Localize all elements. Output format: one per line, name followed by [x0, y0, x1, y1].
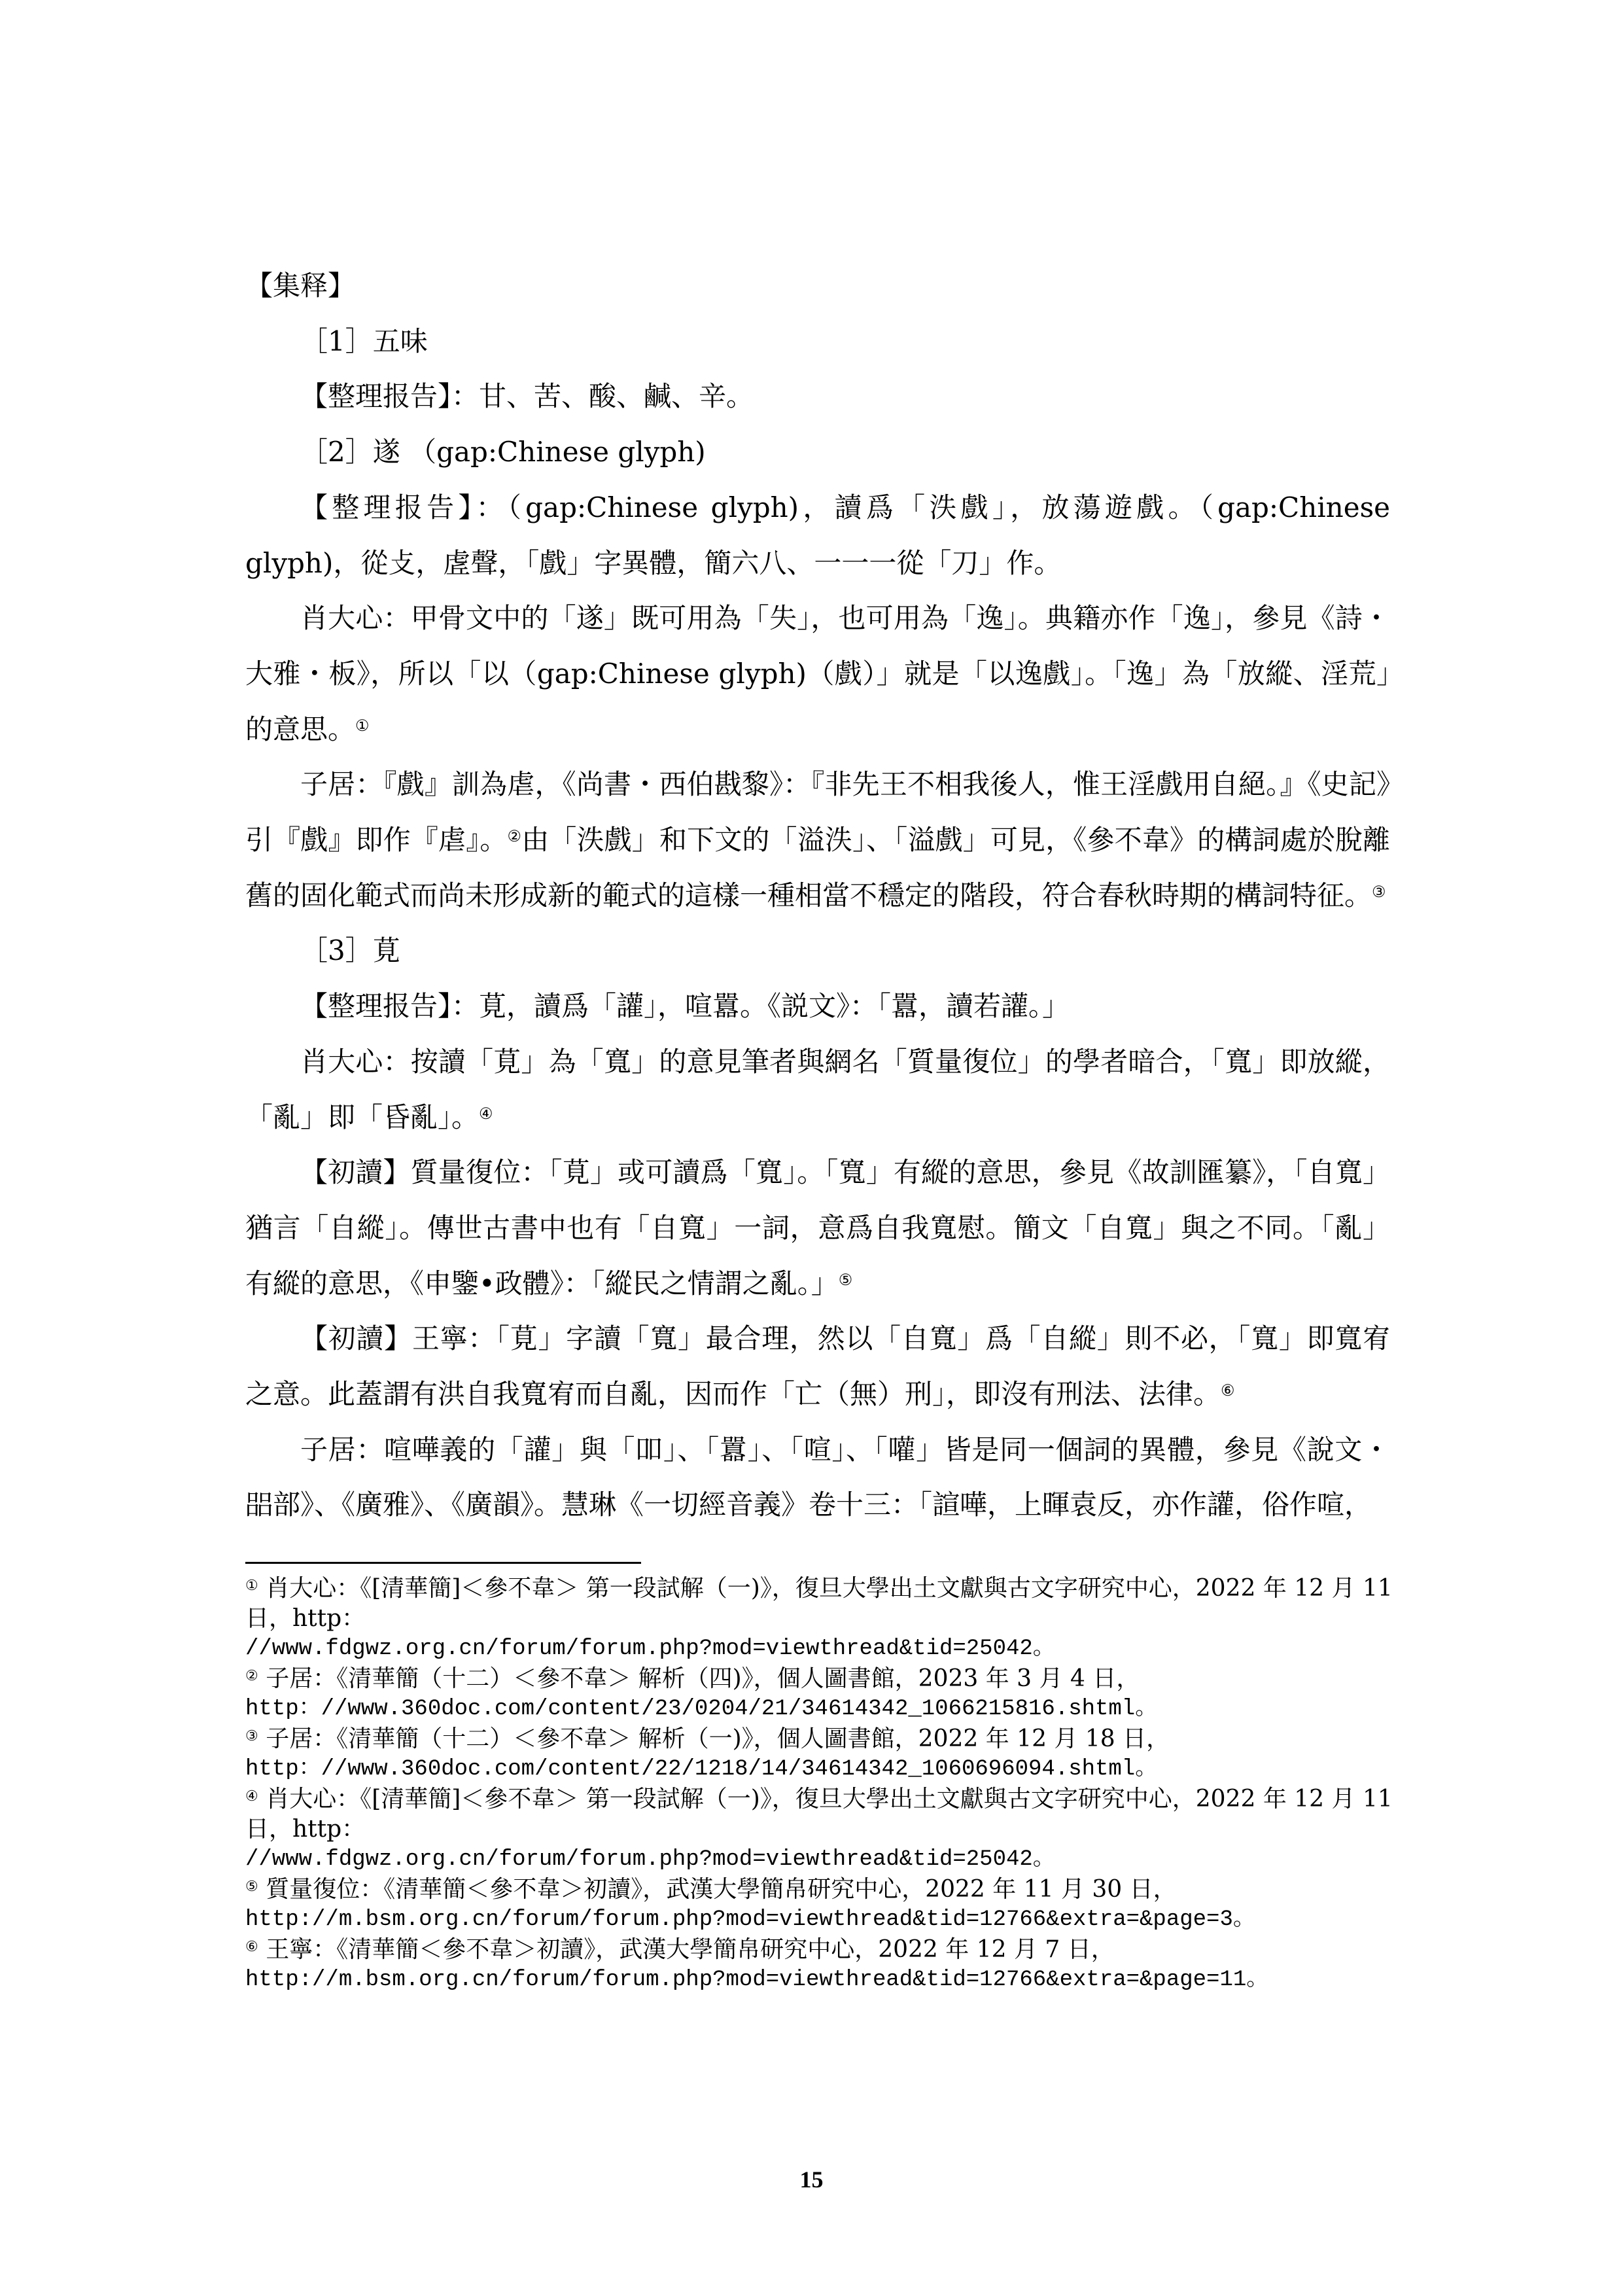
footnote-url[interactable]: http://m.bsm.org.cn/forum/forum.php?mod=viewthread&tid=12766&extra=&page=3。 — [245, 1907, 1255, 1932]
footnote — [245, 1875, 1410, 1905]
footnote-ref-2[interactable]: ② — [507, 827, 522, 846]
paragraph-text: 子居：『戲』訓為虐，《尚書・西伯戡黎》：『非先王不相我後人，惟王淫戲用自絕。』《史記》引『戲』即作『虐』。 — [245, 768, 1390, 857]
item-title-1: ［1］五味 — [300, 325, 428, 357]
paragraph: 【整理报告】：莧，讀爲「讙」，喧囂。《説文》：「囂，讀若讙。」 — [300, 990, 1070, 1023]
footnote — [245, 1664, 1410, 1694]
footnote-text: 質量復位：《清華簡＜參不韋＞初讀》，武漢大學簡帛研究中心，2022 年 11 月 30 日， — [266, 1876, 1177, 1903]
footnote — [245, 1574, 1410, 1634]
paragraph-text: 【初讀】質量復位：「莧」或可讀爲「寬」。「寬」有縱的意思，參見《故訓匯纂》，「自寬」猶言「自縱」。傳世古書中也有「自寬」一詞，意爲自我寬慰。簡文「自寬」與之不同。「亂」有縱的意思，《申鑒•政體》：「縱民之情謂之亂。」 — [245, 1156, 1390, 1299]
paragraph: 子居：喧嘩義的「讙」與「吅」、「囂」、「喧」、「嚾」皆是同一個詞的異體，參見《說文・㗊部》、《廣雅》、《廣韻》。慧琳《一切經音義》卷十三：「諠嘩，上暉袁反，亦作讙，俗作喧， — [245, 1433, 1390, 1521]
footnote-text: 王寧：《清華簡＜參不韋＞初讀》，武漢大學簡帛研究中心，2022 年 12 月 7 日， — [266, 1936, 1115, 1963]
paragraph-text: 肖大心：按讀「莧」為「寬」的意見筆者與網名「質量復位」的學者暗合，「寬」即放縱，「亂」即「昏亂」。 — [245, 1045, 1390, 1133]
paragraph — [245, 1034, 1390, 1145]
paragraph: 【整理报告】：（gap:Chinese glyph)，讀爲「泆戲」，放蕩遊戲。（gap:Chinese glyph)，從攴，虗聲，「戲」字異體，簡六八、一一一從「刀」作。 — [245, 491, 1390, 579]
footnote — [245, 1935, 1410, 1965]
item-title-3: ［3］莧 — [300, 934, 400, 967]
footnote-ref-5[interactable]: ⑤ — [838, 1270, 853, 1289]
footnote-mark: ④ — [245, 1788, 258, 1805]
paragraph — [245, 591, 1390, 757]
paragraph — [245, 1311, 1390, 1422]
footnote-text: 子居：《清華簡（十二）＜參不韋＞ 解析（四)》，個人圖書館，2023 年 3 月 4 日， — [266, 1665, 1140, 1692]
footnote-ref-4[interactable]: ④ — [479, 1104, 493, 1123]
footnote-mark: ⑥ — [245, 1939, 258, 1955]
paragraph-text: 肖大心：甲骨文中的「遂」既可用為「失」，也可用為「逸」。典籍亦作「逸」，參見《詩・大雅・板》，所以「以（gap:Chinese glyph)（戲）」就是「以逸戲」。「逸」為「放縱、淫荒」的意思。 — [245, 602, 1390, 745]
item-title-2: ［2］遂 （gap:Chinese glyph) — [300, 436, 706, 468]
footnote-url[interactable]: //www.fdgwz.org.cn/forum/forum.php?mod=viewthread&tid=25042。 — [245, 1847, 1055, 1872]
footnote-url[interactable]: //www.fdgwz.org.cn/forum/forum.php?mod=viewthread&tid=25042。 — [245, 1636, 1055, 1661]
footnote — [245, 1724, 1410, 1754]
footnote-mark: ⑤ — [245, 1879, 258, 1895]
footnote-text: 子居：《清華簡（十二）＜參不韋＞ 解析（一)》，個人圖書館，2022 年 12 月 18 日， — [266, 1725, 1170, 1752]
footnote-ref-1[interactable]: ① — [355, 716, 370, 735]
footnotes — [245, 1574, 1410, 1995]
footnote-ref-6[interactable]: ⑥ — [1221, 1381, 1235, 1400]
page-number: 15 — [799, 2166, 824, 2193]
paragraph — [245, 757, 1390, 923]
footnote-text: 肖大心：《[清華簡]＜參不韋＞ 第一段試解（一)》，復旦大學出土文獻與古文字研究中心，2022 年 12 月 11 日，http： — [245, 1575, 1393, 1632]
section-heading: 【集释】 — [245, 270, 356, 302]
footnote-mark: ① — [245, 1578, 258, 1594]
paragraph-text: 【初讀】王寧：「莧」字讀「寬」最合理，然以「自寬」爲「自縱」則不必，「寬」即寬宥之意。此蓋謂有洪自我寬宥而自亂，因而作「亡（無）刑」，即沒有刑法、法律。 — [245, 1322, 1390, 1411]
footnote-url[interactable]: http：//www.360doc.com/content/22/1218/14/34614342_1060696094.shtml。 — [245, 1757, 1158, 1782]
footnote-mark: ③ — [245, 1728, 258, 1744]
paragraph: 【整理报告】：甘、苦、酸、鹹、辛。 — [300, 380, 754, 413]
footnote-ref-3[interactable]: ③ — [1372, 882, 1386, 901]
footnote — [245, 1784, 1410, 1845]
paragraph — [245, 1145, 1390, 1311]
footnote-text: 肖大心：《[清華簡]＜參不韋＞ 第一段試解（一)》，復旦大學出土文獻與古文字研究中心，2022 年 12 月 11 日，http： — [245, 1786, 1393, 1843]
footnote-url[interactable]: http：//www.360doc.com/content/23/0204/21/34614342_1066215816.shtml。 — [245, 1697, 1158, 1722]
main-text — [245, 258, 1390, 1533]
footnote-separator — [245, 1562, 641, 1564]
footnote-mark: ② — [245, 1668, 258, 1684]
footnote-url[interactable]: http://m.bsm.org.cn/forum/forum.php?mod=viewthread&tid=12766&extra=&page=11。 — [245, 1968, 1269, 1992]
paragraph-text: 由「泆戲」和下文的「溢泆」、「溢戲」可見，《參不韋》的構詞處於脫離舊的固化範式而尚未形成新的範式的這樣一種相當不穩定的階段，符合春秋時期的構詞特征。 — [245, 824, 1390, 911]
